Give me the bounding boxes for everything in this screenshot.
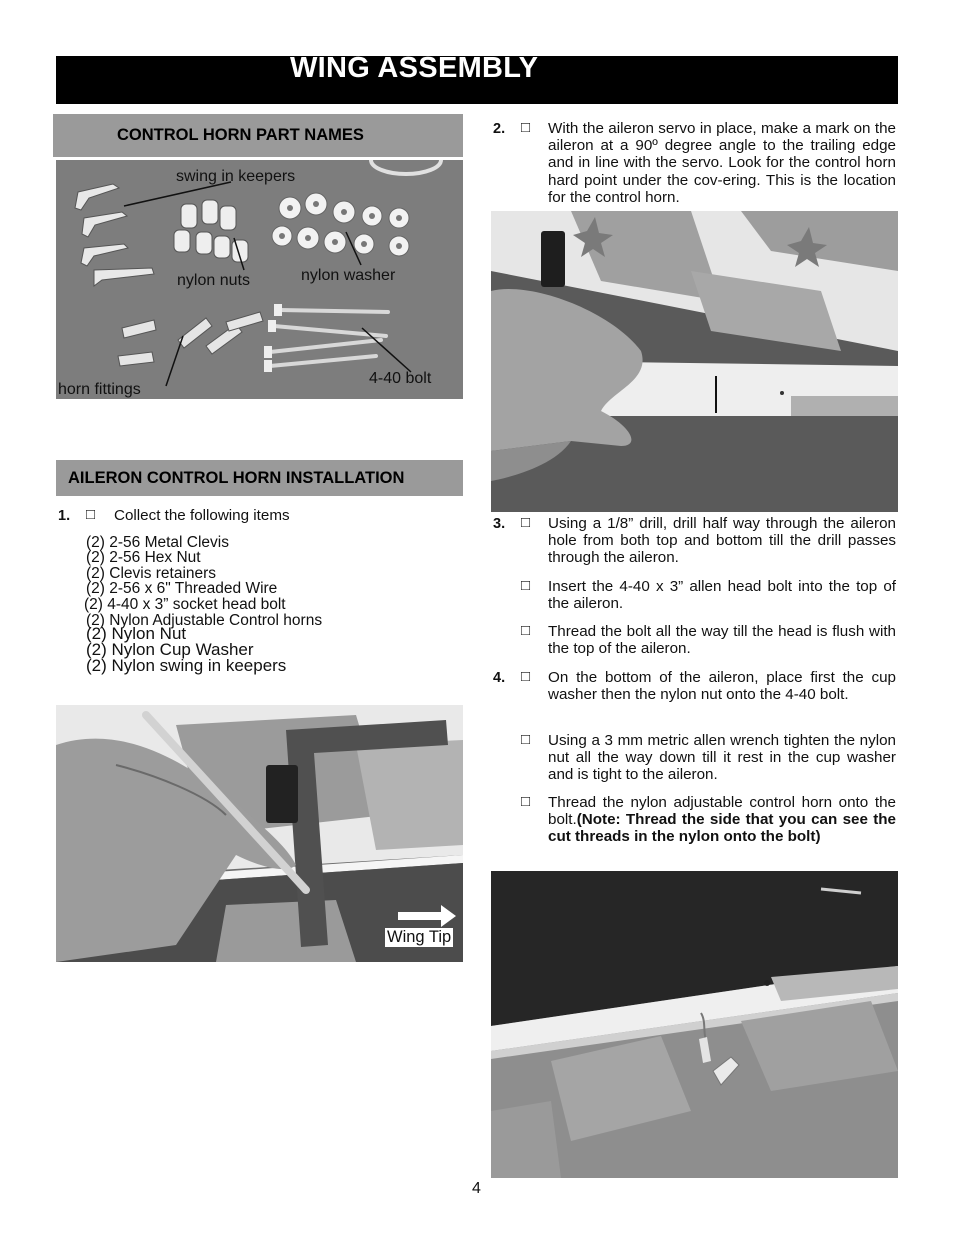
label-horn-fittings: horn fittings [58,381,141,398]
step-3-checkbox[interactable]: □ [521,514,531,531]
section-heading-aileron [56,460,463,496]
step-4-text: On the bottom of the aileron, place first the cup washer then the nylon nut onto the 4-40 bolt. [548,669,896,704]
section-heading-aileron-text: AILERON CONTROL HORN INSTALLATION [68,468,405,487]
wing-tip-photo [56,705,463,962]
item-7: (2) Nylon Nut [86,624,187,643]
parts-photo [56,160,463,399]
label-wing-tip: Wing Tip [387,928,452,946]
control-horn-photo [491,871,898,1178]
step-3-sub1-text: Insert the 4-40 x 3” allen head bolt into the top of the aileron. [548,578,896,613]
step-3-sub2-checkbox[interactable]: □ [521,622,531,639]
label-swing-keepers: swing in keepers [176,168,296,185]
step-3-sub1-checkbox[interactable]: □ [521,577,531,594]
step-4-checkbox[interactable]: □ [521,668,531,685]
aileron-mark-photo [491,211,898,512]
label-4-40-bolt: 4-40 bolt [369,370,432,387]
item-1: (2) 2-56 Metal Clevis [86,534,229,551]
item-8: (2) Nylon Cup Washer [86,640,254,659]
section-heading-part-names-text: CONTROL HORN PART NAMES [117,126,364,144]
label-nylon-nuts: nylon nuts [177,272,250,289]
parts-photo-image [56,160,463,399]
section-heading-part-names [53,114,463,157]
item-9: (2) Nylon swing in keepers [86,656,287,675]
step-2-text: With the aileron servo in place, make a mark on the aileron at a 90º degree angle to the trailing edge and in line with the servo. Look for the control horn hard point under the cov-ering. This is the location for the control horn. [548,120,896,206]
item-3: (2) Clevis retainers [86,565,217,582]
step-2-checkbox[interactable]: □ [521,119,531,136]
page-number: 4 [472,1180,481,1197]
step-3-sub2-text: Thread the bolt all the way till the head is flush with the top of the aileron. [548,623,896,658]
wing-tip-photo-image [56,705,463,962]
step-3-text: Using a 1/8” drill, drill half way through the aileron hole from both top and bottom till the drill passes through the aileron. [548,515,896,567]
step-1-checkbox[interactable]: □ [86,506,96,523]
control-horn-photo-image [491,871,898,1178]
label-nylon-washer: nylon washer [301,267,396,284]
step-4-sub2-note: (Note: Thread the side that you can see the cut threads in the nylon onto the bolt) [548,811,896,846]
step-4-sub2-checkbox[interactable]: □ [521,793,531,810]
page-title: WING ASSEMBLY [290,52,539,84]
step-4-sub2-text [548,794,896,846]
item-4: (2) 2-56 x 6" Threaded Wire [86,580,278,597]
aileron-mark-photo-image [491,211,898,512]
step-4-number: 4. [493,670,506,686]
step-1-number: 1. [58,508,71,524]
item-2: (2) 2-56 Hex Nut [86,549,201,566]
item-6: (2) Nylon Adjustable Control horns [86,612,323,629]
step-2-number: 2. [493,121,506,137]
step-1-text: Collect the following items [114,507,290,524]
item-5: (2) 4-40 x 3” socket head bolt [84,596,286,613]
step-3-number: 3. [493,516,506,532]
step-4-sub2-plain: Thread the nylon adjustable control horn onto the bolt. [548,794,896,829]
step-4-sub1-checkbox[interactable]: □ [521,731,531,748]
step-4-sub1-text: Using a 3 mm metric allen wrench tighten the nylon nut all the way down till it rest in the cup washer and is tight to the aileron. [548,732,896,784]
